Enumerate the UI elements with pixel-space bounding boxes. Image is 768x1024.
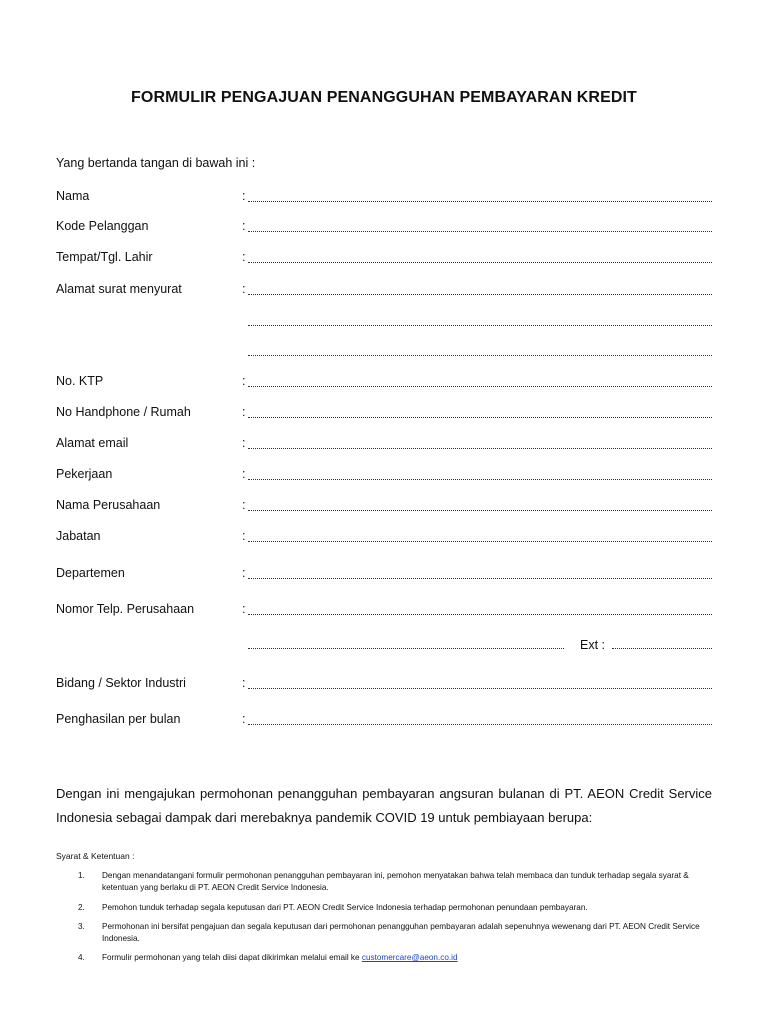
field-row-nomor-telp-perusahaan[interactable] (56, 602, 712, 622)
term-text: Dengan menandatangani formulir permohonan penangguhan pembayaran ini, pemohon menyatakan bahwa telah membaca dan tunduk terhadap segala syarat & ketentuan yang berlaku di PT. AEON Credit Service Indonesia. (102, 871, 689, 892)
term-text: Pemohon tunduk terhadap segala keputusan dari PT. AEON Credit Service Indonesia terhadap permohonan penundaan pembayaran. (102, 903, 588, 912)
term-text: Formulir permohonan yang telah diisi dapat dikirimkan melalui email ke (102, 953, 360, 962)
field-row-alamat-line-2[interactable] (56, 313, 712, 333)
term-text: Permohonan ini bersifat pengajuan dan segala keputusan dari permohonan penangguhan pembayaran adalah sepenuhnya wewenang dari PT. AEON Credit Service Indonesia. (102, 922, 700, 943)
terms-heading: Syarat & Ketentuan : (56, 851, 135, 861)
field-colon: : (242, 374, 246, 388)
fill-line[interactable] (248, 724, 712, 725)
field-label: Kode Pelanggan (56, 219, 149, 233)
fill-line[interactable] (248, 614, 712, 615)
term-number: 3. (78, 922, 85, 931)
fill-line[interactable] (248, 479, 712, 480)
fill-line[interactable] (248, 448, 712, 449)
fill-line[interactable] (248, 201, 712, 202)
fill-line[interactable] (248, 417, 712, 418)
field-row-no-ktp[interactable] (56, 374, 712, 394)
field-row-jabatan[interactable] (56, 529, 712, 549)
field-colon: : (242, 189, 246, 203)
field-label: Departemen (56, 566, 125, 580)
field-colon: : (242, 405, 246, 419)
fill-line[interactable] (248, 541, 712, 542)
field-row-no-handphone[interactable] (56, 405, 712, 425)
field-colon: : (242, 219, 246, 233)
field-colon: : (242, 529, 246, 543)
field-label: Alamat surat menyurat (56, 282, 182, 296)
field-row-nama[interactable] (56, 189, 712, 209)
field-label: Penghasilan per bulan (56, 712, 181, 726)
intro-text: Yang bertanda tangan di bawah ini : (56, 156, 256, 170)
term-text-with-link (102, 952, 716, 964)
fill-line[interactable] (248, 688, 712, 689)
field-label: Nomor Telp. Perusahaan (56, 602, 195, 616)
field-label: Tempat/Tgl. Lahir (56, 250, 153, 264)
term-number: 2. (78, 903, 85, 912)
field-label: Bidang / Sektor Industri (56, 676, 186, 690)
form-title: FORMULIR PENGAJUAN PENANGGUHAN PEMBAYARAN KREDIT (131, 89, 637, 106)
field-row-kode-pelanggan[interactable] (56, 219, 712, 239)
email-link[interactable]: customercare@aeon.co.id (361, 953, 458, 962)
term-number: 1. (78, 871, 85, 880)
fill-line[interactable] (248, 262, 712, 263)
field-colon: : (242, 250, 246, 264)
field-colon: : (242, 282, 246, 296)
fill-line[interactable] (248, 294, 712, 295)
field-row-departemen[interactable] (56, 566, 712, 586)
fill-line[interactable] (248, 578, 712, 579)
field-row-tempat-tgl-lahir[interactable] (56, 250, 712, 270)
field-label: No Handphone / Rumah (56, 405, 191, 419)
field-label: Pekerjaan (56, 467, 113, 481)
fill-line[interactable] (248, 386, 712, 387)
field-colon: : (242, 566, 246, 580)
field-label: Jabatan (56, 529, 101, 543)
field-row-alamat[interactable] (56, 282, 712, 302)
field-colon: : (242, 602, 246, 616)
ext-label: Ext : (580, 638, 606, 652)
fill-line[interactable] (248, 231, 712, 232)
field-label: Nama Perusahaan (56, 498, 161, 512)
field-label: No. KTP (56, 374, 104, 388)
field-colon: : (242, 436, 246, 450)
fill-line[interactable] (248, 510, 712, 511)
field-colon: : (242, 676, 246, 690)
fill-line[interactable] (248, 355, 712, 356)
field-row-penghasilan[interactable] (56, 712, 712, 732)
field-row-alamat-email[interactable] (56, 436, 712, 456)
field-row-alamat-line-3[interactable] (56, 343, 712, 363)
field-colon: : (242, 467, 246, 481)
field-row-nama-perusahaan[interactable] (56, 498, 712, 518)
fill-line[interactable] (248, 325, 712, 326)
field-row-bidang-sektor[interactable] (56, 676, 712, 696)
field-colon: : (242, 712, 246, 726)
field-row-pekerjaan[interactable] (56, 467, 712, 487)
fill-line-ext[interactable] (612, 648, 712, 649)
field-label: Alamat email (56, 436, 129, 450)
term-number: 4. (78, 953, 85, 962)
application-paragraph: Dengan ini mengajukan permohonan penangguhan pembayaran angsuran bulanan di PT. AEON Credit Service Indonesia sebagai dampak dari merebaknya pandemik COVID 19 untuk pembiayaan berupa: (56, 786, 712, 825)
field-label: Nama (56, 189, 90, 203)
fill-line-telp-continuation[interactable] (248, 648, 564, 649)
field-colon: : (242, 498, 246, 512)
